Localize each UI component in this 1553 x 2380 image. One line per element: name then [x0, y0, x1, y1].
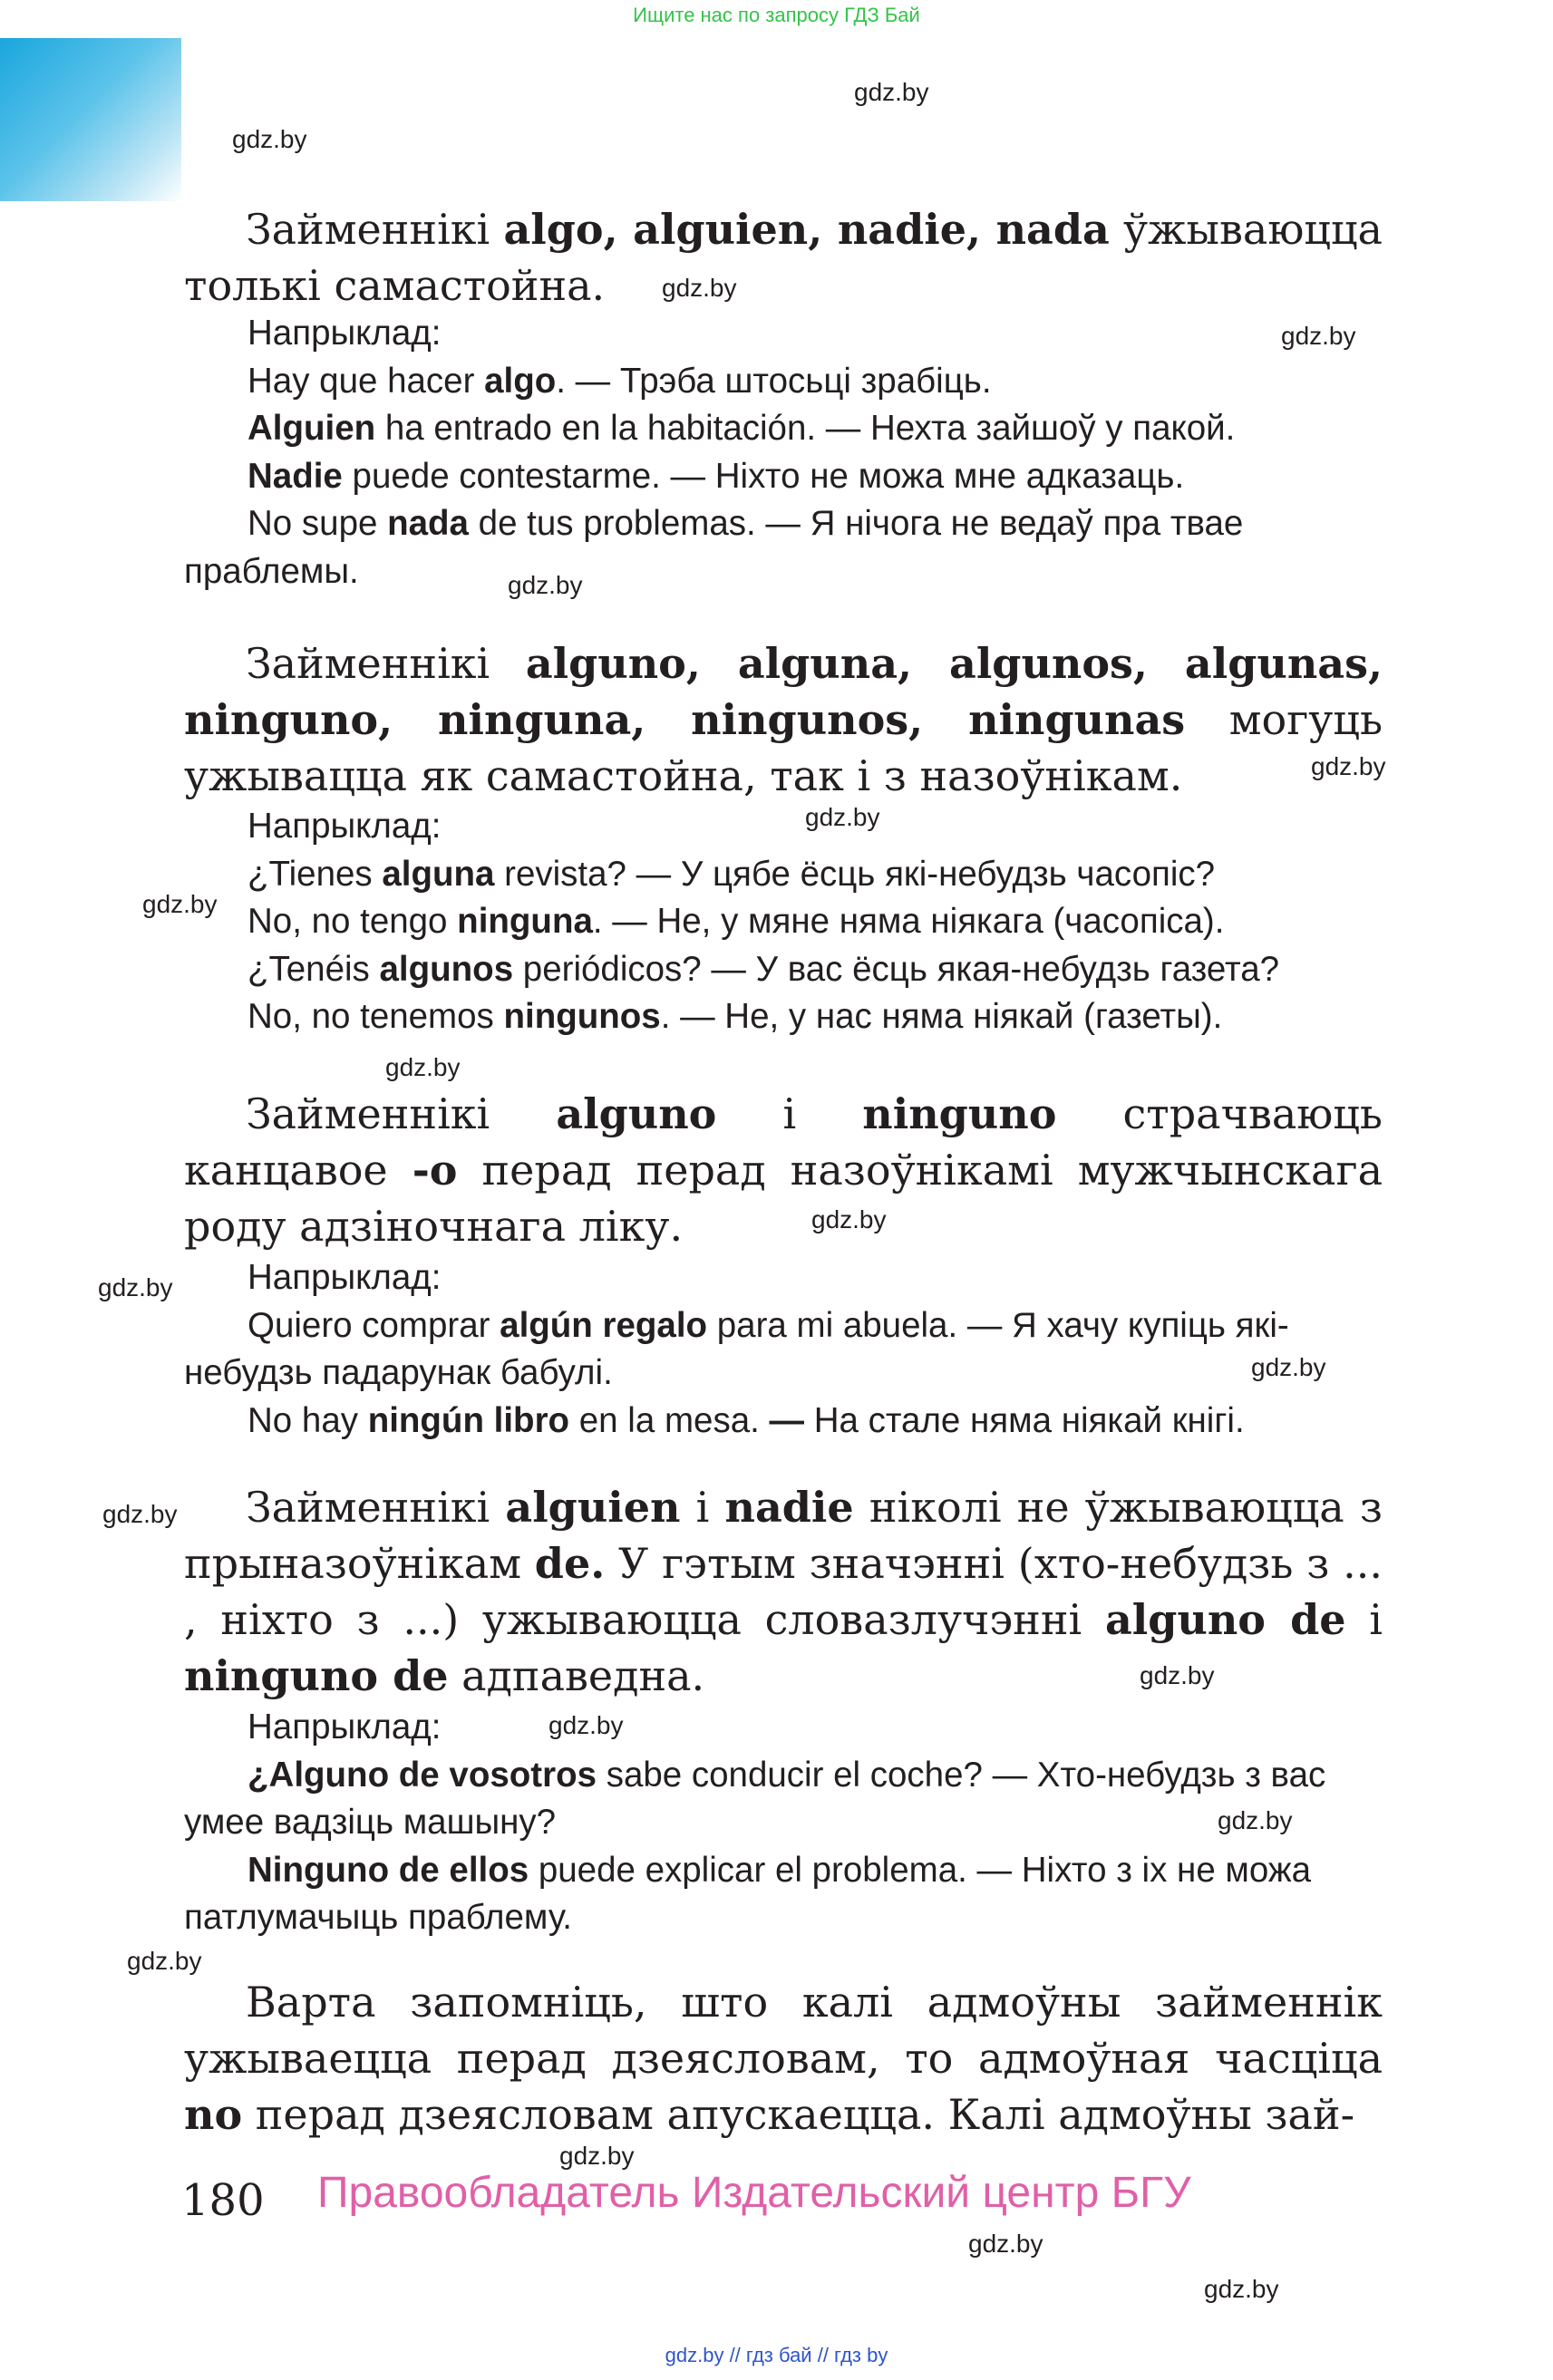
- watermark: gdz.by: [548, 1711, 624, 1739]
- examples-block: [184, 1704, 1383, 1942]
- bold-term: alguno, alguna, algunos, algunas, ninguno, ninguna, ningunos, ningunas: [184, 639, 1383, 744]
- corner-decoration: [0, 38, 181, 201]
- bold-term: algún regalo: [500, 1305, 708, 1345]
- text-run: Займеннікі: [246, 639, 526, 688]
- text-run: ўжываюцца толькі самастойна.: [184, 205, 1383, 310]
- example-label: Напрыклад:: [248, 807, 442, 846]
- rule-text: [184, 1978, 1383, 2139]
- text-run: ¿Tenéis: [248, 949, 380, 989]
- bold-term: alguno: [556, 1089, 717, 1138]
- text-run: і: [680, 1483, 725, 1532]
- watermark: gdz.by: [1140, 1661, 1215, 1689]
- bold-term: Nadie: [248, 456, 343, 496]
- bold-term: ninguna: [457, 902, 593, 941]
- watermark: gdz.by: [811, 1205, 887, 1234]
- text-run: перад перад назоўнікамі мужчынскага роду адзіночнага ліку.: [184, 1146, 1383, 1251]
- bold-term: algo, alguien, nadie, nada: [503, 205, 1110, 254]
- rule-text: [184, 205, 1383, 310]
- example-line: [184, 453, 1383, 501]
- text-run: No, no tengo: [248, 902, 458, 941]
- watermark: gdz.by: [142, 890, 218, 918]
- text-run: могуць ужывацца як самастойна, так і з назоўнікам.: [184, 695, 1383, 800]
- watermark: gdz.by: [968, 2230, 1043, 2258]
- text-run: puede explicar el problema. — Ніхто з іх не можа патлумачыць праблему.: [184, 1850, 1312, 1937]
- example-line: [184, 1302, 1383, 1398]
- example-label: Напрыклад:: [248, 1708, 442, 1746]
- text-run: . — Не, у нас няма ніякай (газеты).: [660, 997, 1223, 1036]
- text-run: На стале няма ніякай кнігі.: [804, 1400, 1245, 1440]
- bold-term: ningún libro: [367, 1400, 570, 1440]
- example-line: [184, 851, 1383, 899]
- example-line: [184, 500, 1383, 595]
- bold-term: ninguno: [862, 1089, 1057, 1138]
- example-line: [184, 358, 1383, 406]
- bold-term: Ninguno de ellos: [248, 1850, 529, 1890]
- watermark: gdz.by: [1251, 1353, 1326, 1381]
- watermark: gdz.by: [1311, 752, 1386, 780]
- text-run: страчваюць канцавое: [184, 1089, 1383, 1195]
- watermark: gdz.by: [559, 2142, 635, 2170]
- watermark: gdz.by: [805, 803, 880, 831]
- text-run: No hay: [248, 1400, 368, 1440]
- rights-holder: Правообладатель Издательский центр БГУ: [317, 2169, 1191, 2217]
- bold-term: no: [184, 2090, 243, 2139]
- watermark: gdz.by: [102, 1500, 178, 1528]
- text-run: puede contestarme. — Ніхто не можа мне адказаць.: [342, 456, 1185, 496]
- text-run: перад дзеясловам апускаецца. Калі адмоўны зай-: [242, 2090, 1355, 2139]
- text-run: адпаведна.: [448, 1651, 705, 1700]
- bold-term: ninguno de: [184, 1651, 449, 1700]
- example-line: [184, 946, 1383, 994]
- bold-term: —: [769, 1400, 804, 1440]
- rule-text: [184, 639, 1383, 800]
- text-run: . — Не, у мяне няма ніякага (часопіса).: [592, 902, 1225, 941]
- rule-paragraph: [184, 1974, 1383, 2143]
- text-run: Hay que hacer: [248, 361, 485, 401]
- text-run: ніколі не ўжываюцца з прыназоўнікам: [184, 1483, 1383, 1588]
- watermark: gdz.by: [98, 1273, 173, 1301]
- bold-term: Alguien: [248, 409, 376, 448]
- bold-term: nadie: [724, 1483, 854, 1532]
- text-run: Quiero comprar: [248, 1305, 500, 1345]
- example-label: Напрыклад:: [248, 314, 442, 353]
- header-note: Ищите нас по запросу ГДЗ Бай: [633, 4, 920, 26]
- bold-term: algo: [484, 361, 557, 401]
- text-run: і: [1345, 1595, 1383, 1644]
- text-run: No, no tenemos: [248, 997, 504, 1036]
- text-run: Займеннікі: [246, 1483, 506, 1532]
- examples-block: [184, 310, 1383, 595]
- watermark: gdz.by: [127, 1947, 202, 1975]
- text-run: Займеннікі: [246, 1089, 557, 1138]
- watermark: gdz.by: [662, 274, 737, 302]
- text-run: para mi abuela. — Я хачу купіць які-небудзь падарунак бабулі.: [184, 1305, 1289, 1392]
- bold-term: alguien: [505, 1483, 681, 1532]
- example-line: [184, 898, 1383, 946]
- text-run: Займеннікі: [246, 205, 504, 254]
- bold-term: ¿Alguno de vosotros: [248, 1755, 597, 1795]
- watermark: gdz.by: [1281, 322, 1356, 350]
- bold-term: alguno de: [1104, 1595, 1346, 1644]
- bold-term: algunos: [379, 949, 514, 989]
- bold-term: ningunos: [503, 997, 661, 1036]
- examples-block: [184, 803, 1383, 1041]
- footer-note: gdz.by // гдз бай // гдз by: [665, 2344, 888, 2366]
- watermark: gdz.by: [385, 1053, 461, 1081]
- text-run: en la mesa.: [569, 1400, 770, 1440]
- rule-paragraph: [184, 635, 1383, 804]
- watermark: gdz.by: [1204, 2275, 1279, 2303]
- example-line: [184, 405, 1383, 453]
- text-run: periódicos? — У вас ёсць якая-небудзь газета?: [513, 949, 1280, 989]
- text-run: У гэтым значэнні (хто-небудзь з ... , ніхто з ...) ужываюцца словазлучэнні: [184, 1539, 1383, 1644]
- example-label: Напрыклад:: [248, 1258, 442, 1297]
- watermark: gdz.by: [854, 78, 929, 106]
- rule-paragraph: [184, 201, 1383, 314]
- example-line: [184, 993, 1383, 1041]
- watermark: gdz.by: [1218, 1806, 1293, 1834]
- text-run: sabe conducir el coche? — Хто-небудзь з вас умее вадзіць машыну?: [184, 1755, 1326, 1842]
- watermark: gdz.by: [508, 571, 583, 599]
- watermark: gdz.by: [232, 125, 307, 153]
- page-number: 180: [181, 2175, 265, 2226]
- text-run: ha entrado en la habitación. — Нехта зайшоў у пакой.: [375, 409, 1236, 448]
- bold-term: nada: [387, 504, 469, 543]
- example-line: [184, 1398, 1383, 1446]
- example-line: [184, 1752, 1383, 1847]
- bold-term: -o: [412, 1146, 458, 1195]
- text-run: . — Трэба штосьці зрабіць.: [556, 361, 992, 401]
- text-run: ¿Tienes: [248, 854, 383, 894]
- bold-term: de.: [534, 1539, 606, 1588]
- bold-term: alguna: [382, 854, 495, 894]
- rule-text: [184, 1089, 1383, 1251]
- text-run: revista? — У цябе ёсць які-небудзь часопіс?: [494, 854, 1216, 894]
- examples-block: [184, 1254, 1383, 1445]
- text-run: No supe: [248, 504, 388, 543]
- example-line: [184, 1847, 1383, 1942]
- text-run: і: [716, 1089, 863, 1138]
- rule-paragraph: [184, 1086, 1383, 1254]
- text-run: Варта запомніць, што калі адмоўны займеннік ужываецца перад дзеясловам, то адмоўная часціца: [184, 1978, 1383, 2083]
- text-run: de tus problemas. — Я нічога не ведаў пра твае праблемы.: [184, 504, 1244, 591]
